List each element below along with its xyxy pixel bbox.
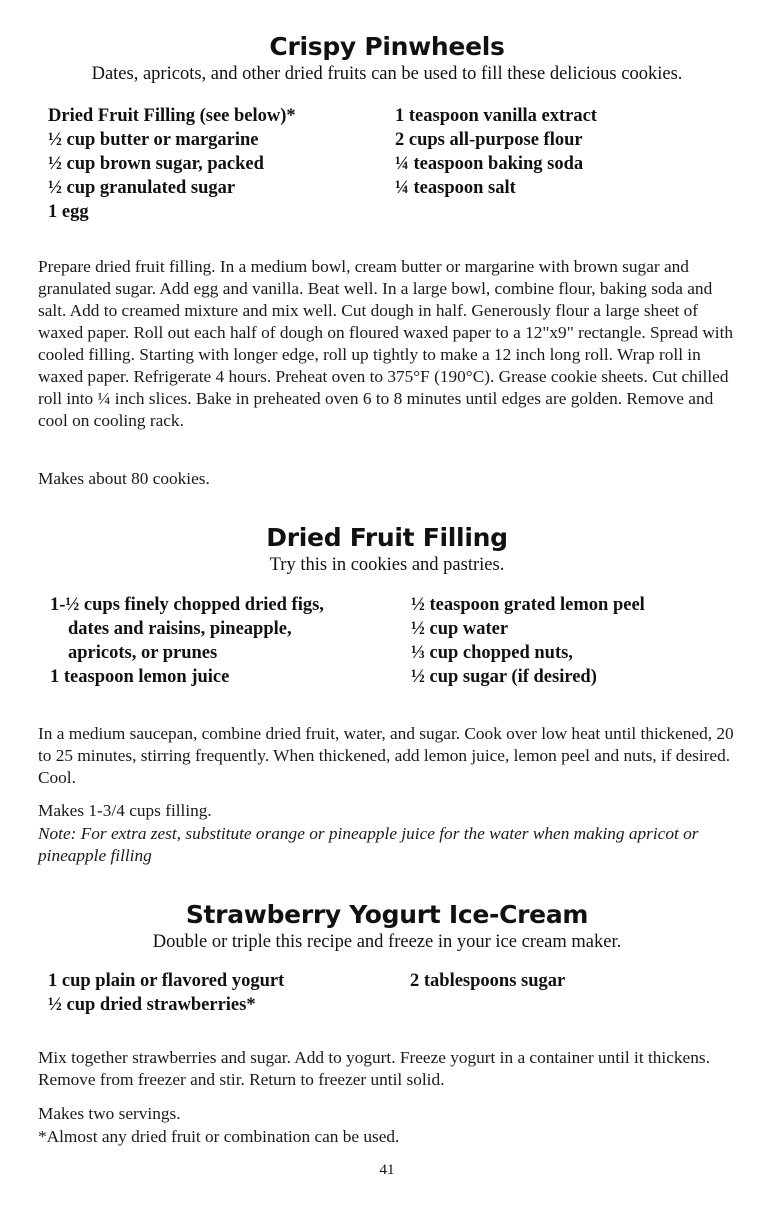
ingredient-item: ⅓ cup chopped nuts, <box>411 643 573 663</box>
ingredient-item: 2 cups all-purpose flour <box>395 130 583 150</box>
ingredient-item: 1-½ cups finely chopped dried figs, <box>50 595 324 615</box>
ingredients-left-column <box>48 104 296 224</box>
recipe-subtitle: Double or triple this recipe and freeze in your ice cream maker. <box>152 932 622 952</box>
ingredients-right-column <box>395 104 597 200</box>
ingredient-item: Dried Fruit Filling (see below)* <box>48 106 296 126</box>
ingredients-left-column <box>48 969 284 1017</box>
recipe-yield: Makes about 80 cookies. <box>38 469 210 488</box>
recipe-title-crispy-pinwheels: Crispy Pinwheels <box>269 32 505 61</box>
recipe-yield: Makes two servings. <box>38 1104 181 1123</box>
page-number: 41 <box>379 1162 395 1178</box>
ingredients-left-column <box>50 593 324 689</box>
recipe-subtitle: Try this in cookies and pastries. <box>269 555 505 575</box>
recipe-directions: In a medium saucepan, combine dried fruit, water, and sugar. Cook over low heat until thickened, 20 to 25 minutes, stirring frequently. When thickened, add lemon juice, lemon peel and nuts, if desired. Cool. <box>38 724 734 787</box>
ingredient-item: ¼ teaspoon baking soda <box>395 154 584 174</box>
ingredient-item: ½ cup dried strawberries* <box>48 995 256 1015</box>
recipe-footnote: *Almost any dried fruit or combination can be used. <box>38 1127 400 1146</box>
ingredient-item: 1 teaspoon lemon juice <box>50 667 230 687</box>
ingredient-item: ½ teaspoon grated lemon peel <box>411 595 645 615</box>
ingredient-item: 2 tablespoons sugar <box>410 971 566 991</box>
ingredient-item: dates and raisins, pineapple, <box>68 619 292 639</box>
recipe-yield: Makes 1-3/4 cups filling. <box>38 801 212 820</box>
ingredient-item: ½ cup water <box>411 619 509 639</box>
ingredient-item: ½ cup granulated sugar <box>48 178 236 198</box>
ingredients-right-column <box>411 593 645 689</box>
recipe-directions: Mix together strawberries and sugar. Add to yogurt. Freeze yogurt in a container until it thickens. Remove from freezer and stir. Return to freezer until solid. <box>38 1048 710 1089</box>
ingredient-item: 1 teaspoon vanilla extract <box>395 106 597 126</box>
ingredient-item: ¼ teaspoon salt <box>395 178 516 198</box>
recipe-title-dried-fruit-filling: Dried Fruit Filling <box>266 523 508 552</box>
recipe-note: Note: For extra zest, substitute orange or pineapple juice for the water when making apricot or pineapple filling <box>38 824 699 865</box>
ingredient-item: 1 egg <box>48 202 89 222</box>
ingredients-right-column <box>410 969 565 993</box>
ingredient-item: 1 cup plain or flavored yogurt <box>48 971 285 991</box>
ingredient-item: apricots, or prunes <box>68 643 218 663</box>
recipe-directions: Prepare dried fruit filling. In a medium bowl, cream butter or margarine with brown sugar and granulated sugar. Add egg and vanilla. Beat well. In a large bowl, combine flour, baking soda and salt. Add to creamed mixture and mix well. Cut dough in half. Generously flour a large sheet of waxed paper. Roll out each half of dough on floured waxed paper to a 12"x9" rectangle. Spread with cooled filling. Starting with longer edge, roll up tightly to make a 12 inch long roll. Wrap roll in waxed paper. Refrigerate 4 hours. Preheat oven to 375°F (190°C). Grease cookie sheets. Cut chilled roll into ¼ inch slices. Bake in preheated oven 6 to 8 minutes until edges are golden. Remove and cool on cooling rack. <box>38 257 734 430</box>
ingredient-item: ½ cup brown sugar, packed <box>48 154 264 174</box>
recipe-title-strawberry-yogurt-ice-cream: Strawberry Yogurt Ice-Cream <box>185 900 589 929</box>
ingredient-item: ½ cup butter or margarine <box>48 130 259 150</box>
ingredient-item: ½ cup sugar (if desired) <box>411 667 597 687</box>
recipe-subtitle: Dates, apricots, and other dried fruits can be used to fill these delicious cookies. <box>91 64 683 84</box>
